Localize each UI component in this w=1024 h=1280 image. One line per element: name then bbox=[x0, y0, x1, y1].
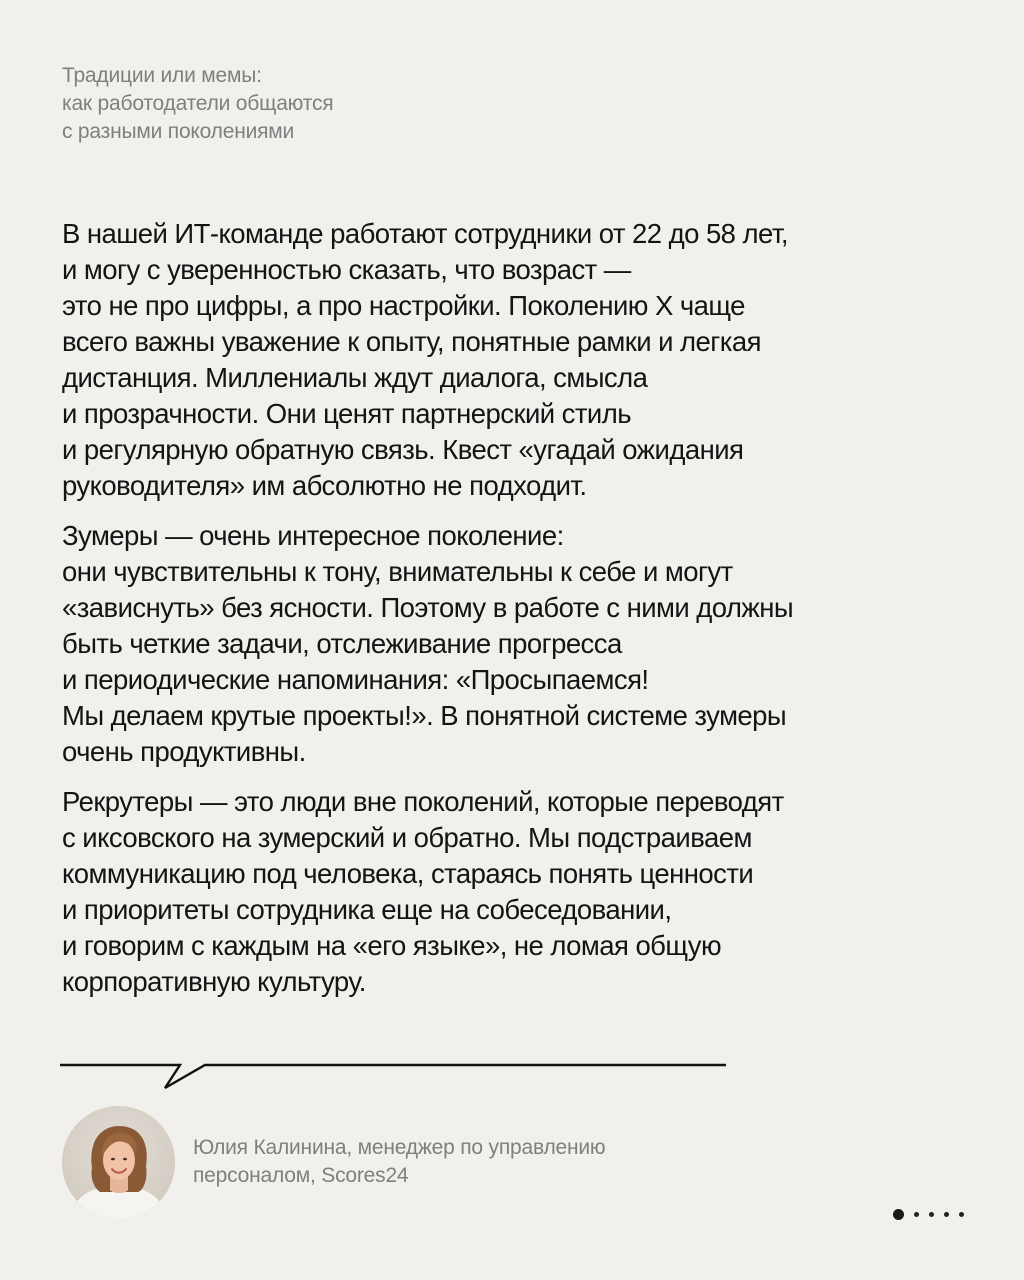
quote-line: быть четкие задачи, отслеживание прогресса bbox=[62, 628, 622, 659]
quote-line: с иксовского на зумерский и обратно. Мы подстраиваем bbox=[62, 822, 752, 853]
post-title bbox=[62, 62, 662, 146]
quote-line: и периодические напоминания: «Просыпаемся! bbox=[62, 664, 649, 695]
quote-line: корпоративную культуру. bbox=[62, 966, 366, 997]
quote-line: и могу с уверенностью сказать, что возраст — bbox=[62, 254, 631, 285]
quote-line: и прозрачности. Они ценят партнерский стиль bbox=[62, 398, 632, 429]
pagination-dot[interactable] bbox=[959, 1212, 964, 1217]
author-avatar bbox=[62, 1106, 175, 1219]
quote-line: коммуникацию под человека, стараясь понять ценности bbox=[62, 858, 754, 889]
quote-line: очень продуктивны. bbox=[62, 736, 306, 767]
author-caption bbox=[193, 1134, 605, 1190]
quote-line: всего важны уважение к опыту, понятные рамки и легкая bbox=[62, 326, 761, 357]
quote-line: это не про цифры, а про настройки. Поколению Х чаще bbox=[62, 290, 745, 321]
quote-line: они чувствительны к тону, внимательны к себе и могут bbox=[62, 556, 733, 587]
quote-line: В нашей ИТ-команде работают сотрудники от 22 до 58 лет, bbox=[62, 218, 788, 249]
carousel-pagination bbox=[893, 1206, 964, 1222]
author-caption-line: Юлия Калинина, менеджер по управлению bbox=[193, 1136, 606, 1159]
author-caption-line: персоналом, Scores24 bbox=[193, 1164, 409, 1187]
quote-line: и регулярную обратную связь. Квест «угадай ожидания bbox=[62, 434, 744, 465]
quote-line: Мы делаем крутые проекты!». В понятной системе зумеры bbox=[62, 700, 787, 731]
author-block bbox=[62, 1106, 862, 1220]
pagination-dot[interactable] bbox=[944, 1212, 949, 1217]
quote-paragraph bbox=[62, 784, 962, 1000]
quote-line: и приоритеты сотрудника еще на собеседовании, bbox=[62, 894, 672, 925]
post-title-line: с разными поколениями bbox=[62, 120, 295, 143]
post-title-line: Традиции или мемы: bbox=[62, 64, 262, 87]
pagination-dot-active[interactable] bbox=[893, 1209, 904, 1220]
quote-line: «зависнуть» без ясности. Поэтому в работе с ними должны bbox=[62, 592, 794, 623]
speech-bubble-line bbox=[60, 1050, 730, 1100]
author-portrait-icon bbox=[62, 1106, 175, 1219]
quote-body bbox=[62, 216, 962, 1014]
quote-paragraph bbox=[62, 518, 962, 770]
quote-line: Рекрутеры — это люди вне поколений, которые переводят bbox=[62, 786, 784, 817]
pagination-dot[interactable] bbox=[914, 1212, 919, 1217]
quote-line: Зумеры — очень интересное поколение: bbox=[62, 520, 564, 551]
pagination-dot[interactable] bbox=[929, 1212, 934, 1217]
quote-line: и говорим с каждым на «его языке», не ломая общую bbox=[62, 930, 722, 961]
quote-line: руководителя» им абсолютно не подходит. bbox=[62, 470, 587, 501]
post-title-line: как работодатели общаются bbox=[62, 92, 334, 115]
quote-line: дистанция. Миллениалы ждут диалога, смысла bbox=[62, 362, 648, 393]
quote-paragraph bbox=[62, 216, 962, 504]
